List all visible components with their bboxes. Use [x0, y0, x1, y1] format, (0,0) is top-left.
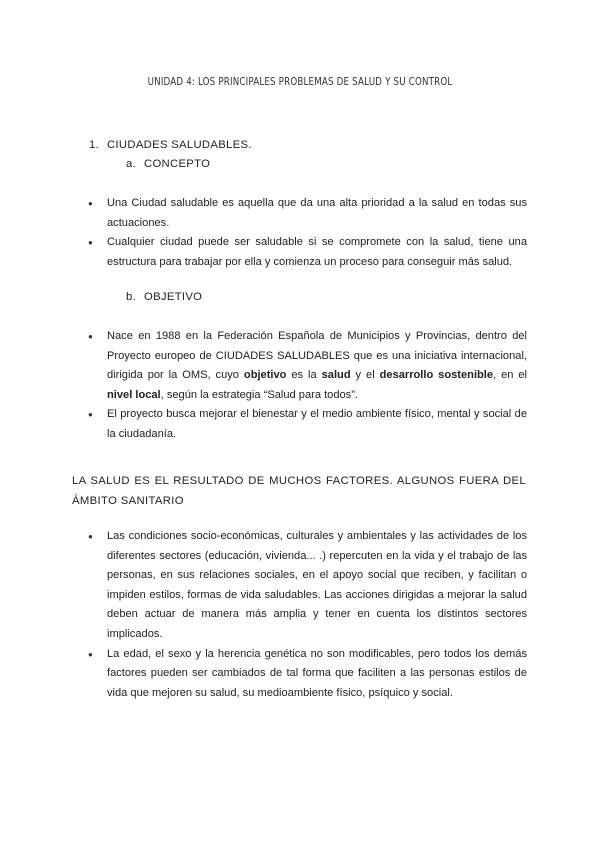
- bold-text: nivel local: [107, 388, 161, 401]
- page-title: UNIDAD 4: LOS PRINCIPALES PROBLEMAS DE SALUD Y SU CONTROL: [147, 76, 453, 88]
- subheading-objetivo: [126, 291, 202, 303]
- concept-bullet-list: [89, 194, 527, 272]
- text-run: , en el: [493, 369, 527, 382]
- list-item: ● Cualquier ciudad puede ser saludable si se compromete con la salud, tiene una estructura para trabajar por ella y comienza un proceso para conseguir más salud.: [89, 233, 527, 272]
- subheading-text: OBJETIVO: [144, 291, 203, 303]
- text-run: , según la estrategia “Salud para todos”.: [160, 388, 358, 401]
- list-item: ● Una Ciudad saludable es aquella que da una alta prioridad a la salud en todas sus actuaciones.: [89, 194, 527, 233]
- list-item: ● El proyecto busca mejorar el bienestar y el medio ambiente físico, mental y social de la ciudadanía.: [89, 405, 527, 444]
- subheading-letter: a.: [126, 158, 137, 170]
- list-item: ● La edad, el sexo y la herencia genética no son modificables, pero todos los demás factores pueden ser cambiados de tal forma que faciliten a las personas estilos de vida que mejoren su salud, su medioambiente físico, psíquico y social.: [89, 645, 527, 704]
- bold-text: salud: [321, 369, 351, 382]
- text-run: Nace en 1988 en la Federación Española de Municipios y Provincias, dentro del Proyecto europeo de CIUDADES SALUDABLES que es una iniciativa internacional, dirigida por la OMS, cuyo: [107, 330, 527, 382]
- subheading-text: CONCEPTO: [144, 158, 211, 170]
- text-run: es la: [286, 369, 322, 382]
- list-item: [89, 327, 527, 405]
- section-heading-ciudades-saludables: [89, 139, 252, 151]
- subheading-concepto: [126, 158, 210, 170]
- objective-bullet-list: [89, 327, 527, 445]
- section-heading-text: CIUDADES SALUDABLES.: [107, 139, 252, 151]
- subheading-letter: b.: [126, 291, 137, 303]
- text-run: y el: [350, 369, 380, 382]
- factors-bullet-list: [89, 527, 527, 703]
- section-heading-factores: LA SALUD ES EL RESULTADO DE MUCHOS FACTORES. ALGUNOS FUERA DEL ÁMBITO SANITARIO: [72, 475, 526, 507]
- bold-text: desarrollo sostenible: [379, 369, 494, 382]
- bold-text: objetivo: [243, 369, 287, 382]
- list-item: ● Las condiciones socio-económicas, culturales y ambientales y las actividades de los diferentes sectores (educación, vivienda... .) repercuten en la vida y el trabajo de las personas, en sus relaciones sociales, en el apoyo social que reciben, y facilitan o impiden estilos, formas de vida saludables. Las acciones dirigidas a mejorar la salud deben actuar de manera más amplia y tener en cuenta los distintos sectores implicados.: [89, 527, 527, 645]
- section-number: 1.: [89, 139, 100, 151]
